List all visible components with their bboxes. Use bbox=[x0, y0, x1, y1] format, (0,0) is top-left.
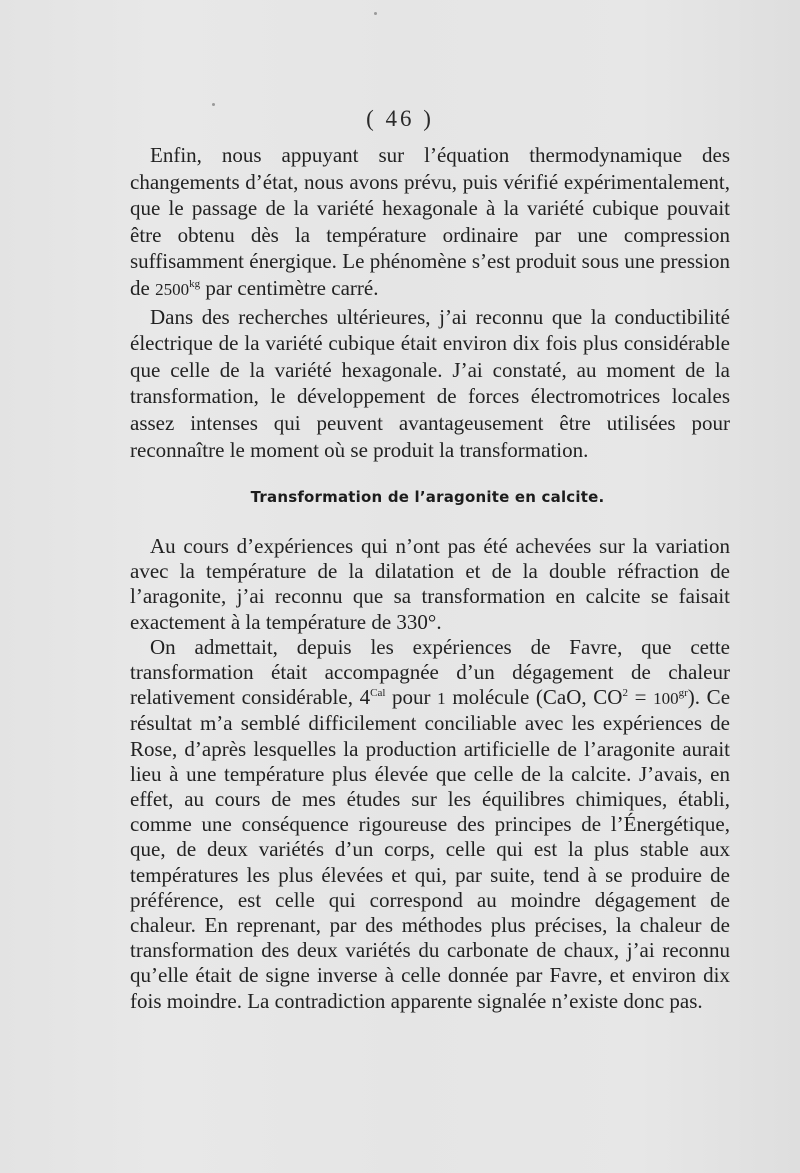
mass-value: 100 bbox=[653, 689, 679, 709]
pressure-unit: kg bbox=[189, 277, 201, 290]
heat-unit: Cal bbox=[370, 687, 386, 700]
paragraph-text: Dans des recherches ultérieures, j’ai reconnu que la conductibilité électrique de la variété cubique était environ dix fois plus considérable que celle de la variété hexagonale. J’ai constaté, au moment de la transformation, le développement de forces électromotrices locales assez intenses qui peuvent avantageusement être utilisées pour reconnaître le moment où se produit la transformation. bbox=[130, 304, 730, 462]
page-number: ( 46 ) bbox=[366, 106, 434, 131]
paragraph-conductivity bbox=[130, 304, 730, 464]
pressure-value: 2500 bbox=[155, 279, 190, 299]
paragraph-text: Au cours d’expériences qui n’ont pas été achevées sur la variation avec la température de la dilatation et de la double réfraction de l’aragonite, j’ai reconnu que sa transformation en calcite se faisait exactement à la température de 330°. bbox=[130, 534, 730, 634]
paragraph-compression bbox=[130, 142, 730, 304]
bottom-text-block bbox=[130, 534, 730, 1014]
section-heading: Transformation de l’aragonite en calcite. bbox=[250, 488, 605, 506]
top-text-block bbox=[130, 142, 730, 463]
heat-value: 4 bbox=[359, 685, 371, 710]
mass-unit: gr bbox=[678, 687, 688, 700]
paper-speck bbox=[374, 12, 377, 15]
molecule-count: 1 bbox=[437, 689, 446, 709]
formula-subscript: 2 bbox=[622, 687, 628, 700]
paragraph-text: On admettait, depuis les expériences de Favre, que cette transformation était accompagnée d’un dégagement de chaleur relativement considérable, bbox=[130, 634, 730, 710]
paragraph-text: ). Ce résultat m’a semblé difficilement conciliable avec les expériences de Rose, d’après lesquelles la production artificielle de l’aragonite aurait lieu à une température plus élevée que celle de la calcite. J’avais, en effet, au cours de mes études sur les équilibres chimiques, établi, comme une conséquence rigoureuse des principes de l’Énergétique, que, de deux variétés d’un corps, celle qui est la plus stable aux températures les plus élevées et qui, par suite, tend à se produire de préférence, est celle qui correspond au moindre dégagement de chaleur. En reprenant, par des méthodes plus précises, la chaleur de transformation des deux variétés du carbonate de chaux, j’ai reconnu qu’elle était de signe inverse à celle donnée par Favre, et environ dix fois moindre. La contradiction apparente signalée n’existe donc pas. bbox=[130, 685, 731, 1013]
formula-equals: = bbox=[627, 685, 654, 710]
paragraph-tail: par centimètre carré. bbox=[200, 275, 379, 300]
formula-text: molécule (CaO, CO bbox=[445, 685, 623, 710]
paragraph-text: pour bbox=[385, 685, 438, 710]
paragraph-favre-heat bbox=[130, 635, 730, 1014]
paragraph-aragonite-temperature bbox=[130, 534, 730, 635]
paragraph-text: Enfin, nous appuyant sur l’équation thermodynamique des changements d’état, nous avons prévu, puis vérifié expérimentalement, que le passage de la variété hexagonale à la variété cubique pouvait être obtenu dès la température ordinaire par une compression suffisamment énergique. Le phénomène s’est produit sous une pression de bbox=[130, 143, 730, 300]
